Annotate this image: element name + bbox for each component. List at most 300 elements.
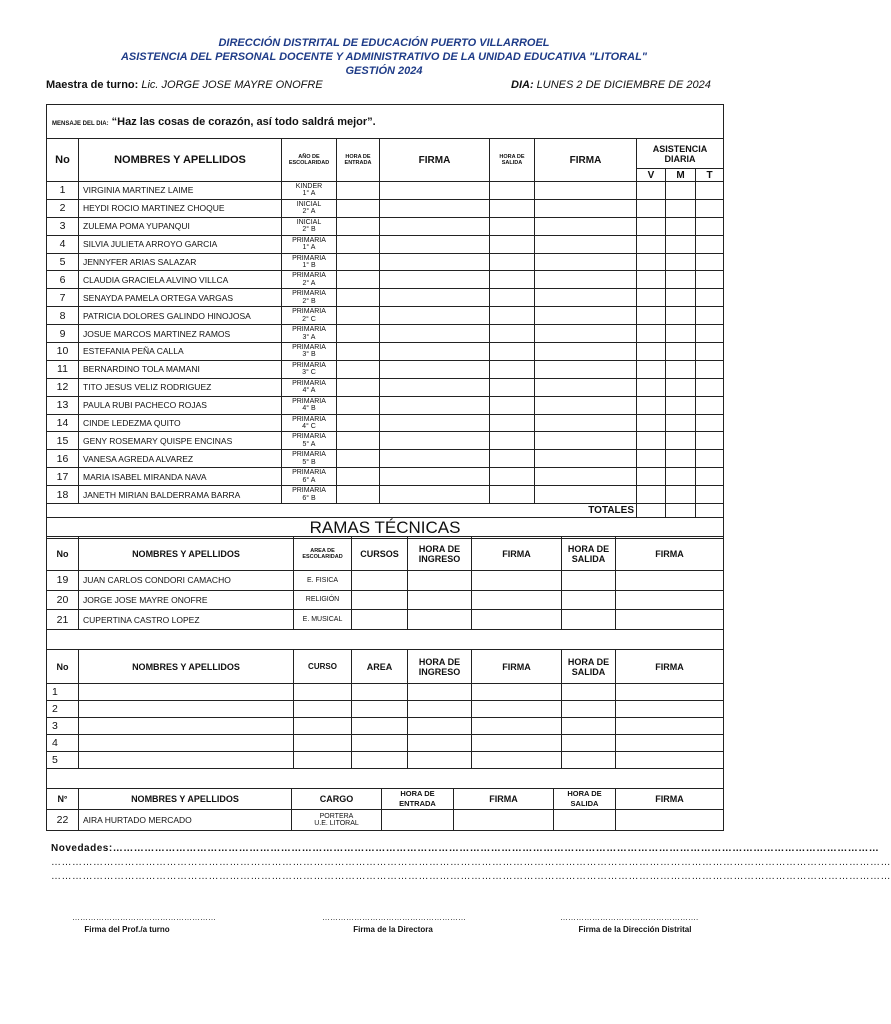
ramas-col-cursos: CURSOS <box>352 537 408 571</box>
docente-firma-2[interactable] <box>535 378 637 396</box>
docente-hora-salida[interactable] <box>490 217 535 235</box>
docente-escolaridad <box>282 468 337 486</box>
docente-hora-salida[interactable] <box>490 432 535 450</box>
docente-m[interactable] <box>666 199 696 217</box>
docente-curso: 3° C <box>302 369 316 377</box>
docente-escolaridad <box>282 289 337 307</box>
docente-v[interactable] <box>637 271 666 289</box>
docente-firma-2[interactable] <box>535 325 637 343</box>
total-v <box>637 504 666 518</box>
rama-nombre: CUPERTINA CASTRO LOPEZ <box>79 610 294 630</box>
docente-v[interactable] <box>637 307 666 325</box>
rama-no: 19 <box>47 571 79 591</box>
extra-firma-2[interactable] <box>616 684 724 701</box>
extra-row <box>47 752 724 769</box>
header-line-1: DIRECCIÓN DISTRITAL DE EDUCACIÓN PUERTO VILLARROEL <box>218 37 550 49</box>
signature-line-directora: ……………………………………………… <box>322 913 466 922</box>
admin-row <box>47 810 724 831</box>
rama-hora-salida[interactable] <box>562 590 616 610</box>
total-m <box>666 504 696 518</box>
novedades-line-1: Novedades:………………………………………………………………………………………………………………………………………………………………………………………………… <box>51 843 880 854</box>
docente-nivel: PRIMARIA <box>292 236 326 244</box>
docente-curso: 4° A <box>302 387 316 395</box>
docente-hora-salida[interactable] <box>490 450 535 468</box>
docente-escolaridad <box>282 486 337 504</box>
signature-distrital-label: Firma de la Dirección Distrital <box>578 925 692 934</box>
extra-hora-salida[interactable] <box>562 718 616 735</box>
extra-firma[interactable] <box>472 752 562 769</box>
extra-area[interactable] <box>352 684 408 701</box>
dia-line <box>511 79 711 91</box>
totales-label: TOTALES <box>47 504 637 518</box>
ramas-col-firma-2: FIRMA <box>616 537 724 571</box>
docente-curso: 1° A <box>302 190 316 198</box>
docente-hora-salida[interactable] <box>490 289 535 307</box>
admin-col-cargo: CARGO <box>292 789 382 810</box>
docente-hora-salida[interactable] <box>490 486 535 504</box>
docente-nombre: ZULEMA POMA YUPANQUI <box>79 217 282 235</box>
col-anio: AÑO DE ESCOLARIDAD <box>282 139 337 182</box>
docente-escolaridad <box>282 325 337 343</box>
extra-nombre[interactable] <box>79 735 294 752</box>
docente-v[interactable] <box>637 289 666 307</box>
docente-nivel: PRIMARIA <box>292 451 326 459</box>
docente-t[interactable] <box>696 414 724 432</box>
rama-cursos[interactable] <box>352 571 408 591</box>
docente-curso: 3° A <box>302 333 316 341</box>
docente-nombre: VIRGINIA MARTINEZ LAIME <box>79 182 282 200</box>
docente-curso: 6° A <box>302 476 316 484</box>
docente-t[interactable] <box>696 396 724 414</box>
docente-curso: 2° A <box>302 279 316 287</box>
docente-v[interactable] <box>637 325 666 343</box>
col-m: M <box>666 169 696 182</box>
extra-firma[interactable] <box>472 735 562 752</box>
docente-nombre: VANESA AGREDA ALVAREZ <box>79 450 282 468</box>
ramas-spacer <box>47 630 724 650</box>
docente-m[interactable] <box>666 343 696 361</box>
docente-firma-2[interactable] <box>535 360 637 378</box>
docente-m[interactable] <box>666 325 696 343</box>
extra-col-firma-2: FIRMA <box>616 650 724 684</box>
extra-nombre[interactable] <box>79 684 294 701</box>
extra-firma-2[interactable] <box>616 701 724 718</box>
docente-t[interactable] <box>696 432 724 450</box>
docente-m[interactable] <box>666 253 696 271</box>
docente-t[interactable] <box>696 253 724 271</box>
extra-firma-2[interactable] <box>616 718 724 735</box>
docente-no: 10 <box>47 343 79 361</box>
docente-firma-2[interactable] <box>535 182 637 200</box>
extra-body <box>47 684 724 769</box>
docente-firma[interactable] <box>380 343 490 361</box>
docente-hora-entrada[interactable] <box>337 182 380 200</box>
docente-t[interactable] <box>696 289 724 307</box>
docente-v[interactable] <box>637 396 666 414</box>
extra-curso[interactable] <box>294 684 352 701</box>
docente-m[interactable] <box>666 307 696 325</box>
docente-nombre: MARIA ISABEL MIRANDA NAVA <box>79 468 282 486</box>
extra-area[interactable] <box>352 735 408 752</box>
docente-row <box>47 289 724 307</box>
docente-hora-salida[interactable] <box>490 253 535 271</box>
admin-row-hora-entrada[interactable] <box>382 810 454 831</box>
docente-no: 2 <box>47 199 79 217</box>
docente-hora-entrada[interactable] <box>337 325 380 343</box>
docente-curso: 1° B <box>302 262 316 269</box>
extra-hora-ingreso[interactable] <box>408 718 472 735</box>
rama-hora-ingreso[interactable] <box>408 571 472 591</box>
docente-firma-2[interactable] <box>535 343 637 361</box>
signature-line-prof: ……………………………………………… <box>72 913 216 922</box>
rama-firma[interactable] <box>472 610 562 630</box>
docente-m[interactable] <box>666 414 696 432</box>
mensaje-cell <box>47 105 724 139</box>
docente-firma-2[interactable] <box>535 271 637 289</box>
rama-no: 21 <box>47 610 79 630</box>
extra-col-hora-salida: HORA DE SALIDA <box>562 650 616 684</box>
docente-nivel: PRIMARIA <box>292 397 326 405</box>
col-asistencia: ASISTENCIA DIARIA <box>637 139 724 169</box>
extra-no: 1 <box>47 684 79 701</box>
rama-firma[interactable] <box>472 590 562 610</box>
extra-hora-salida[interactable] <box>562 735 616 752</box>
docente-m[interactable] <box>666 182 696 200</box>
docente-hora-entrada[interactable] <box>337 414 380 432</box>
docente-row <box>47 378 724 396</box>
extra-hora-salida[interactable] <box>562 752 616 769</box>
extra-col-firma: FIRMA <box>472 650 562 684</box>
docente-m[interactable] <box>666 378 696 396</box>
rama-firma-2[interactable] <box>616 610 724 630</box>
docente-nivel: INICIAL <box>296 200 322 208</box>
extra-firma[interactable] <box>472 718 562 735</box>
extra-col-hora-ingreso: HORA DE INGRESO <box>408 650 472 684</box>
docente-nivel: PRIMARIA <box>292 290 326 298</box>
ramas-col-area: AREA DE ESCOLARIDAD <box>294 537 352 571</box>
admin-row-cargo-2: U.E. LITORAL <box>314 820 359 827</box>
docente-nombre: BERNARDINO TOLA MAMANI <box>79 360 282 378</box>
docente-hora-entrada[interactable] <box>337 378 380 396</box>
docente-hora-entrada[interactable] <box>337 468 380 486</box>
docente-row <box>47 468 724 486</box>
docente-firma[interactable] <box>380 199 490 217</box>
docente-v[interactable] <box>637 414 666 432</box>
docente-t[interactable] <box>696 199 724 217</box>
docente-no: 11 <box>47 360 79 378</box>
docente-hora-salida[interactable] <box>490 414 535 432</box>
extra-area[interactable] <box>352 701 408 718</box>
admin-row-no: 22 <box>47 810 79 831</box>
docente-firma-2[interactable] <box>535 414 637 432</box>
admin-col-hora-salida: HORA DE SALIDA <box>554 789 616 810</box>
rama-row <box>47 590 724 610</box>
docente-firma[interactable] <box>380 235 490 253</box>
docente-row <box>47 396 724 414</box>
header-line-3: GESTIÓN 2024 <box>345 65 423 77</box>
docente-nivel: INICIAL <box>296 218 322 226</box>
docente-hora-salida[interactable] <box>490 325 535 343</box>
extra-hora-salida[interactable] <box>562 684 616 701</box>
docente-nombre: PAULA RUBI PACHECO ROJAS <box>79 396 282 414</box>
admin-row-firma[interactable] <box>454 810 554 831</box>
docente-hora-entrada[interactable] <box>337 450 380 468</box>
docente-nivel: PRIMARIA <box>292 487 326 495</box>
docente-m[interactable] <box>666 468 696 486</box>
docente-firma[interactable] <box>380 325 490 343</box>
rama-firma[interactable] <box>472 571 562 591</box>
docente-no: 6 <box>47 271 79 289</box>
docente-escolaridad <box>282 414 337 432</box>
docente-no: 18 <box>47 486 79 504</box>
extra-firma-2[interactable] <box>616 735 724 752</box>
docente-m[interactable] <box>666 432 696 450</box>
docente-hora-salida[interactable] <box>490 182 535 200</box>
docente-v[interactable] <box>637 182 666 200</box>
docentes-body <box>47 182 724 504</box>
docente-row <box>47 271 724 289</box>
docente-v[interactable] <box>637 468 666 486</box>
docente-curso: 4° C <box>302 423 316 431</box>
docente-t[interactable] <box>696 325 724 343</box>
docente-row <box>47 325 724 343</box>
docente-escolaridad <box>282 253 337 271</box>
turno-line <box>46 79 323 91</box>
docente-hora-salida[interactable] <box>490 271 535 289</box>
mensaje-label: MENSAJE DEL DIA: <box>52 120 109 127</box>
docente-escolaridad <box>282 450 337 468</box>
docente-firma[interactable] <box>380 271 490 289</box>
extra-nombre[interactable] <box>79 701 294 718</box>
docente-no: 8 <box>47 307 79 325</box>
docente-t[interactable] <box>696 307 724 325</box>
extra-nombre[interactable] <box>79 718 294 735</box>
extra-no: 3 <box>47 718 79 735</box>
docente-firma[interactable] <box>380 414 490 432</box>
docente-hora-entrada[interactable] <box>337 360 380 378</box>
docente-firma-2[interactable] <box>535 468 637 486</box>
docente-firma[interactable] <box>380 289 490 307</box>
rama-firma-2[interactable] <box>616 590 724 610</box>
docente-row <box>47 182 724 200</box>
extra-hora-ingreso[interactable] <box>408 701 472 718</box>
docente-hora-salida[interactable] <box>490 378 535 396</box>
docente-nivel: PRIMARIA <box>292 469 326 477</box>
docente-firma[interactable] <box>380 468 490 486</box>
docentes-table <box>46 104 724 539</box>
docente-no: 7 <box>47 289 79 307</box>
extra-hora-salida[interactable] <box>562 701 616 718</box>
docente-t[interactable] <box>696 271 724 289</box>
rama-area: RELIGIÓN <box>294 590 352 610</box>
extra-hora-ingreso[interactable] <box>408 684 472 701</box>
extra-curso[interactable] <box>294 735 352 752</box>
docente-v[interactable] <box>637 450 666 468</box>
col-firma-2: FIRMA <box>535 139 637 182</box>
docente-firma[interactable] <box>380 432 490 450</box>
docente-m[interactable] <box>666 271 696 289</box>
rama-hora-salida[interactable] <box>562 571 616 591</box>
docente-t[interactable] <box>696 378 724 396</box>
docente-hora-entrada[interactable] <box>337 253 380 271</box>
docente-escolaridad <box>282 182 337 200</box>
docente-hora-entrada[interactable] <box>337 199 380 217</box>
docente-nivel: PRIMARIA <box>292 433 326 441</box>
rama-firma-2[interactable] <box>616 571 724 591</box>
docente-curso: 2° C <box>302 315 316 323</box>
docente-firma-2[interactable] <box>535 486 637 504</box>
docente-firma-2[interactable] <box>535 235 637 253</box>
docente-t[interactable] <box>696 217 724 235</box>
docente-nivel: PRIMARIA <box>292 415 326 423</box>
admin-row-hora-salida[interactable] <box>554 810 616 831</box>
extra-area[interactable] <box>352 752 408 769</box>
extra-firma[interactable] <box>472 684 562 701</box>
docente-firma[interactable] <box>380 307 490 325</box>
extra-nombre[interactable] <box>79 752 294 769</box>
docente-hora-salida[interactable] <box>490 343 535 361</box>
docente-t[interactable] <box>696 343 724 361</box>
docente-firma[interactable] <box>380 450 490 468</box>
extra-firma[interactable] <box>472 701 562 718</box>
mensaje-text: “Haz las cosas de corazón, así todo saldrá mejor”. <box>111 115 376 128</box>
extra-firma-2[interactable] <box>616 752 724 769</box>
docente-hora-entrada[interactable] <box>337 235 380 253</box>
docente-v[interactable] <box>637 360 666 378</box>
docente-firma[interactable] <box>380 396 490 414</box>
docente-curso: 1° A <box>302 244 316 252</box>
docente-firma[interactable] <box>380 217 490 235</box>
docente-t[interactable] <box>696 486 724 504</box>
docente-v[interactable] <box>637 235 666 253</box>
docente-m[interactable] <box>666 217 696 235</box>
docente-escolaridad <box>282 378 337 396</box>
docente-hora-entrada[interactable] <box>337 343 380 361</box>
docente-firma-2[interactable] <box>535 199 637 217</box>
docente-firma-2[interactable] <box>535 450 637 468</box>
docente-hora-entrada[interactable] <box>337 271 380 289</box>
docente-nombre: ESTEFANIA PEÑA CALLA <box>79 343 282 361</box>
docente-firma-2[interactable] <box>535 432 637 450</box>
docente-hora-salida[interactable] <box>490 199 535 217</box>
docente-firma[interactable] <box>380 253 490 271</box>
docente-v[interactable] <box>637 253 666 271</box>
ramas-title: RAMAS TÉCNICAS <box>47 518 724 539</box>
docente-m[interactable] <box>666 289 696 307</box>
docente-m[interactable] <box>666 396 696 414</box>
docente-v[interactable] <box>637 217 666 235</box>
docente-v[interactable] <box>637 343 666 361</box>
docente-firma-2[interactable] <box>535 307 637 325</box>
docente-hora-entrada[interactable] <box>337 217 380 235</box>
docente-firma-2[interactable] <box>535 253 637 271</box>
extra-hora-ingreso[interactable] <box>408 735 472 752</box>
rama-hora-ingreso[interactable] <box>408 590 472 610</box>
docente-hora-salida[interactable] <box>490 360 535 378</box>
admin-col-hora-entrada: HORA DE ENTRADA <box>382 789 454 810</box>
extra-curso[interactable] <box>294 701 352 718</box>
extra-curso[interactable] <box>294 718 352 735</box>
docente-m[interactable] <box>666 486 696 504</box>
rama-hora-ingreso[interactable] <box>408 610 472 630</box>
col-no: No <box>47 139 79 182</box>
docente-t[interactable] <box>696 235 724 253</box>
rama-hora-salida[interactable] <box>562 610 616 630</box>
docente-v[interactable] <box>637 486 666 504</box>
docente-firma[interactable] <box>380 360 490 378</box>
turno-label: Maestra de turno: <box>46 79 139 91</box>
docente-m[interactable] <box>666 235 696 253</box>
docente-hora-entrada[interactable] <box>337 432 380 450</box>
docente-v[interactable] <box>637 199 666 217</box>
docente-t[interactable] <box>696 468 724 486</box>
docente-no: 17 <box>47 468 79 486</box>
docente-hora-salida[interactable] <box>490 235 535 253</box>
extra-no: 2 <box>47 701 79 718</box>
novedades-line-3: …………………………………………………………………………………………………………………………………………………………………………………………………………………… <box>51 871 891 882</box>
docente-v[interactable] <box>637 378 666 396</box>
docente-escolaridad <box>282 396 337 414</box>
rama-cursos[interactable] <box>352 610 408 630</box>
docente-firma[interactable] <box>380 378 490 396</box>
docente-hora-salida[interactable] <box>490 468 535 486</box>
docente-nivel: PRIMARIA <box>292 326 326 334</box>
extra-col-curso: CURSO <box>294 650 352 684</box>
turno-value: Lic. JORGE JOSE MAYRE ONOFRE <box>141 79 323 91</box>
docente-row <box>47 235 724 253</box>
docente-hora-entrada[interactable] <box>337 307 380 325</box>
docente-nombre: HEYDI ROCIO MARTINEZ CHOQUE <box>79 199 282 217</box>
novedades-line-2: …………………………………………………………………………………………………………………………………………………………………………………………………………………… <box>51 857 891 868</box>
admin-row-firma-2[interactable] <box>616 810 724 831</box>
docente-escolaridad <box>282 199 337 217</box>
docente-firma[interactable] <box>380 486 490 504</box>
rama-cursos[interactable] <box>352 590 408 610</box>
extra-hora-ingreso[interactable] <box>408 752 472 769</box>
docente-t[interactable] <box>696 182 724 200</box>
docente-nombre: TITO JESUS VELIZ RODRIGUEZ <box>79 378 282 396</box>
docente-row <box>47 450 724 468</box>
extra-curso[interactable] <box>294 752 352 769</box>
docente-hora-salida[interactable] <box>490 307 535 325</box>
docente-nombre: SENAYDA PAMELA ORTEGA VARGAS <box>79 289 282 307</box>
extra-area[interactable] <box>352 718 408 735</box>
docente-hora-entrada[interactable] <box>337 486 380 504</box>
docente-t[interactable] <box>696 450 724 468</box>
docente-no: 3 <box>47 217 79 235</box>
docente-firma-2[interactable] <box>535 217 637 235</box>
docente-m[interactable] <box>666 450 696 468</box>
docente-nombre: PATRICIA DOLORES GALINDO HINOJOSA <box>79 307 282 325</box>
col-hora-salida: HORA DE SALIDA <box>490 139 535 182</box>
docente-nombre: SILVIA JULIETA ARROYO GARCIA <box>79 235 282 253</box>
signature-line-distrital: ……………………………………………. <box>560 913 699 922</box>
docente-firma-2[interactable] <box>535 396 637 414</box>
docente-curso: 2° B <box>302 226 316 234</box>
docente-hora-entrada[interactable] <box>337 289 380 307</box>
docente-m[interactable] <box>666 360 696 378</box>
signature-directora-label: Firma de la Directora <box>353 925 433 934</box>
rama-row <box>47 610 724 630</box>
extra-row <box>47 701 724 718</box>
docente-firma-2[interactable] <box>535 289 637 307</box>
ramas-col-hora-ingreso: HORA DE INGRESO <box>408 537 472 571</box>
docente-hora-entrada[interactable] <box>337 396 380 414</box>
docente-hora-salida[interactable] <box>490 396 535 414</box>
docente-v[interactable] <box>637 432 666 450</box>
docente-firma[interactable] <box>380 182 490 200</box>
docente-t[interactable] <box>696 360 724 378</box>
